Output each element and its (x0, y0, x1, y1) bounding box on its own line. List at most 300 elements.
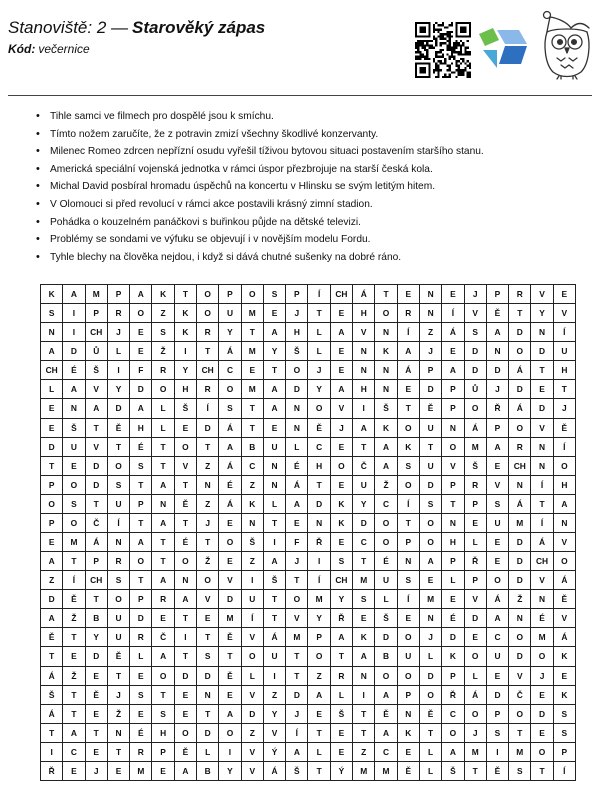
grid-cell: T (375, 285, 397, 304)
grid-cell: N (420, 304, 442, 323)
grid-cell: Ě (219, 628, 241, 647)
qr-module (467, 71, 469, 73)
qr-module (464, 69, 466, 71)
grid-cell: D (86, 476, 108, 495)
grid-cell: T (152, 552, 174, 571)
grid-cell: T (531, 361, 553, 380)
grid-cell: O (375, 514, 397, 533)
grid-cell: S (353, 590, 375, 609)
grid-cell: Í (197, 399, 219, 418)
qr-finder-center (419, 67, 426, 74)
qr-module (451, 51, 453, 53)
qr-module (460, 62, 462, 64)
grid-cell: V (242, 686, 264, 705)
qr-module (462, 74, 464, 76)
clue-item (30, 231, 590, 249)
grid-cell: L (242, 667, 264, 686)
grid-cell: S (41, 304, 63, 323)
qr-module (415, 44, 417, 46)
grid-cell: L (308, 342, 330, 361)
grid-cell: O (175, 724, 197, 743)
grid-cell: O (41, 495, 63, 514)
qr-module (455, 42, 457, 44)
logo-cyan-shape (483, 50, 497, 68)
grid-cell: Z (41, 571, 63, 590)
qr-module (453, 47, 455, 49)
grid-cell: Á (219, 495, 241, 514)
qr-module (460, 71, 462, 73)
grid-cell: N (108, 533, 130, 552)
clue-item (30, 249, 590, 267)
grid-cell: U (63, 438, 85, 457)
grid-cell: T (63, 686, 85, 705)
qr-module (469, 62, 471, 64)
grid-cell: N (152, 495, 174, 514)
grid-cell: J (554, 399, 576, 418)
grid-cell: Ě (308, 419, 330, 438)
qr-module (453, 49, 455, 51)
qr-module (455, 62, 457, 64)
grid-cell: E (242, 361, 264, 380)
grid-cell: O (554, 552, 576, 571)
grid-cell: Á (219, 457, 241, 476)
grid-cell: D (130, 609, 152, 628)
qr-module (453, 51, 455, 53)
grid-cell: N (375, 380, 397, 399)
grid-cell: Č (152, 628, 174, 647)
qr-module (446, 47, 448, 49)
grid-cell: Í (286, 724, 308, 743)
qr-module (458, 60, 460, 62)
grid-cell: A (219, 438, 241, 457)
qr-module (428, 40, 430, 42)
grid-cell: L (152, 419, 174, 438)
grid-cell: P (442, 476, 464, 495)
grid-cell: V (264, 724, 286, 743)
grid-cell: O (152, 667, 174, 686)
grid-cell: E (442, 342, 464, 361)
qr-module (440, 38, 442, 40)
grid-cell: K (175, 323, 197, 342)
grid-cell: Ž (63, 609, 85, 628)
grid-cell: Ž (375, 476, 397, 495)
grid-cell: E (286, 514, 308, 533)
qr-module (428, 44, 430, 46)
grid-cell: Á (442, 323, 464, 342)
grid-cell: D (509, 533, 531, 552)
grid-cell: Ě (398, 762, 420, 781)
qr-module (467, 40, 469, 42)
grid-cell: T (130, 476, 152, 495)
grid-cell: E (442, 285, 464, 304)
grid-cell: S (152, 323, 174, 342)
qr-module (417, 58, 419, 60)
grid-cell: CH (86, 323, 108, 342)
grid-cell: H (152, 724, 174, 743)
grid-cell: A (353, 419, 375, 438)
grid-cell: E (130, 705, 152, 724)
qr-module (469, 65, 471, 67)
grid-cell: T (175, 647, 197, 666)
grid-cell: U (108, 628, 130, 647)
qr-module (451, 71, 453, 73)
qr-module (435, 51, 437, 53)
grid-cell: N (41, 323, 63, 342)
grid-cell: T (41, 647, 63, 666)
grid-cell: E (331, 304, 353, 323)
grid-cell: D (420, 476, 442, 495)
grid-cell: C (375, 743, 397, 762)
qr-module (458, 74, 460, 76)
grid-cell: A (41, 609, 63, 628)
grid-cell: O (219, 380, 241, 399)
grid-cell: P (442, 667, 464, 686)
qr-module (446, 69, 448, 71)
grid-cell: A (41, 552, 63, 571)
bullet-icon: • (36, 197, 40, 210)
grid-cell: T (175, 285, 197, 304)
qr-module (442, 49, 444, 51)
header-divider (8, 95, 592, 96)
grid-cell: P (442, 380, 464, 399)
qr-module (451, 53, 453, 55)
grid-cell: Š (41, 686, 63, 705)
grid-cell: N (398, 705, 420, 724)
letter-grid (40, 284, 576, 781)
grid-cell: Á (264, 762, 286, 781)
qr-module (424, 44, 426, 46)
grid-cell: S (465, 323, 487, 342)
qr-module (446, 76, 448, 78)
grid-cell: D (509, 323, 531, 342)
qr-module (415, 47, 417, 49)
qr-module (437, 65, 439, 67)
grid-cell: O (465, 705, 487, 724)
qr-module (446, 40, 448, 42)
qr-module (469, 53, 471, 55)
grid-cell: D (531, 705, 553, 724)
grid-cell: Á (554, 571, 576, 590)
grid-cell: T (509, 304, 531, 323)
grid-cell: A (130, 399, 152, 418)
grid-cell: Ě (41, 628, 63, 647)
grid-cell: K (554, 647, 576, 666)
grid-cell: Y (308, 380, 330, 399)
grid-cell: O (375, 304, 397, 323)
grid-cell: Á (554, 628, 576, 647)
grid-cell: CH (197, 361, 219, 380)
grid-cell: A (442, 361, 464, 380)
qr-module (424, 56, 426, 58)
qr-module (428, 58, 430, 60)
grid-cell: U (353, 476, 375, 495)
qr-module (455, 65, 457, 67)
grid-cell: R (509, 285, 531, 304)
grid-cell: H (130, 419, 152, 438)
grid-cell: E (531, 686, 553, 705)
grid-cell: A (487, 323, 509, 342)
grid-cell: T (398, 514, 420, 533)
grid-cell: Z (308, 667, 330, 686)
grid-cell: E (331, 724, 353, 743)
grid-cell: Z (197, 457, 219, 476)
grid-cell: E (86, 743, 108, 762)
grid-cell: Í (531, 514, 553, 533)
qr-module (449, 42, 451, 44)
grid-cell: L (465, 667, 487, 686)
grid-cell: J (531, 667, 553, 686)
grid-cell: E (531, 724, 553, 743)
qr-module (464, 49, 466, 51)
grid-cell: J (465, 724, 487, 743)
qr-module (446, 44, 448, 46)
bullet-icon: • (36, 110, 40, 122)
qr-module (460, 69, 462, 71)
grid-cell: N (398, 552, 420, 571)
grid-cell: K (331, 495, 353, 514)
grid-cell: T (442, 495, 464, 514)
grid-cell: I (63, 323, 85, 342)
grid-cell: A (264, 323, 286, 342)
grid-cell: O (398, 476, 420, 495)
grid-cell: Í (398, 495, 420, 514)
grid-cell: Í (308, 285, 330, 304)
grid-cell: Š (442, 762, 464, 781)
grid-cell: D (108, 399, 130, 418)
qr-module (437, 51, 439, 53)
station-label: Stanoviště: 2 — (8, 18, 129, 37)
grid-cell: I (264, 533, 286, 552)
qr-module (417, 56, 419, 58)
grid-cell: Ř (41, 762, 63, 781)
grid-cell: A (308, 686, 330, 705)
grid-cell: A (375, 686, 397, 705)
grid-cell: B (86, 609, 108, 628)
grid-cell: O (442, 438, 464, 457)
grid-cell: P (554, 743, 576, 762)
grid-cell: T (264, 609, 286, 628)
grid-cell: V (465, 590, 487, 609)
grid-cell: V (487, 476, 509, 495)
grid-cell: E (264, 304, 286, 323)
qr-module (455, 47, 457, 49)
grid-cell: Í (63, 571, 85, 590)
grid-cell: D (86, 647, 108, 666)
grid-cell: Á (286, 476, 308, 495)
grid-cell: H (554, 476, 576, 495)
qr-module (449, 49, 451, 51)
grid-cell: Ě (487, 304, 509, 323)
grid-cell: Á (264, 628, 286, 647)
clue-item (30, 143, 590, 161)
qr-module (415, 51, 417, 53)
grid-cell: E (41, 399, 63, 418)
grid-cell: S (398, 457, 420, 476)
qr-module (458, 69, 460, 71)
grid-cell: E (398, 380, 420, 399)
grid-cell: C (353, 533, 375, 552)
logo-blue-shape (499, 46, 527, 64)
qr-module (444, 76, 446, 78)
grid-cell: P (465, 571, 487, 590)
qr-module (422, 40, 424, 42)
grid-cell: C (219, 361, 241, 380)
grid-cell: K (175, 304, 197, 323)
grid-cell: S (264, 285, 286, 304)
grid-cell: Y (108, 380, 130, 399)
qr-module (449, 56, 451, 58)
qr-module (440, 33, 442, 35)
grid-cell: I (108, 361, 130, 380)
qr-module (419, 51, 421, 53)
grid-cell: T (130, 571, 152, 590)
grid-cell: U (108, 609, 130, 628)
grid-cell: E (531, 380, 553, 399)
grid-cell: L (375, 590, 397, 609)
grid-cell: A (175, 590, 197, 609)
grid-cell: K (152, 285, 174, 304)
grid-cell: D (509, 552, 531, 571)
grid-cell: R (108, 304, 130, 323)
grid-cell: Z (242, 724, 264, 743)
qr-module (458, 65, 460, 67)
qr-module (426, 40, 428, 42)
qr-module (442, 35, 444, 37)
grid-cell: P (487, 705, 509, 724)
grid-cell: T (108, 667, 130, 686)
grid-cell: Í (398, 590, 420, 609)
code-label: Kód: (8, 42, 36, 56)
grid-cell: O (531, 647, 553, 666)
qr-module (449, 31, 451, 33)
grid-cell: Z (197, 495, 219, 514)
grid-cell: Z (353, 743, 375, 762)
grid-cell: O (509, 628, 531, 647)
grid-cell: C (242, 457, 264, 476)
grid-cell: P (86, 304, 108, 323)
grid-cell: Á (353, 285, 375, 304)
grid-cell: Á (398, 361, 420, 380)
grid-cell: R (197, 323, 219, 342)
grid-cell: E (175, 686, 197, 705)
grid-cell: O (175, 438, 197, 457)
qr-module (469, 67, 471, 69)
grid-cell: N (286, 419, 308, 438)
grid-cell: N (353, 342, 375, 361)
grid-cell: A (286, 743, 308, 762)
grid-cell: M (353, 762, 375, 781)
qr-module (440, 56, 442, 58)
grid-cell: D (286, 380, 308, 399)
grid-cell: M (308, 590, 330, 609)
grid-cell: P (487, 419, 509, 438)
grid-cell: E (219, 514, 241, 533)
grid-cell: M (130, 762, 152, 781)
qr-module (437, 60, 439, 62)
grid-cell: T (41, 724, 63, 743)
qr-module (415, 58, 417, 60)
qr-module (455, 69, 457, 71)
grid-cell: Ě (175, 743, 197, 762)
qr-module (469, 76, 471, 78)
grid-cell: Í (531, 476, 553, 495)
grid-cell: L (41, 380, 63, 399)
grid-cell: Č (86, 514, 108, 533)
grid-cell: D (130, 380, 152, 399)
clue-item (30, 126, 590, 144)
grid-cell: Á (509, 399, 531, 418)
qr-module (462, 69, 464, 71)
grid-cell: M (375, 762, 397, 781)
grid-cell: A (86, 399, 108, 418)
grid-cell: V (242, 762, 264, 781)
grid-cell: T (242, 419, 264, 438)
grid-cell: R (152, 590, 174, 609)
qr-module (435, 65, 437, 67)
grid-cell: I (242, 571, 264, 590)
grid-cell: E (219, 686, 241, 705)
grid-cell: A (152, 647, 174, 666)
qr-module (460, 49, 462, 51)
grid-cell: K (398, 438, 420, 457)
grid-cell: A (264, 552, 286, 571)
clue-item (30, 178, 590, 196)
grid-cell: O (465, 647, 487, 666)
grid-cell: T (308, 476, 330, 495)
qr-module (464, 62, 466, 64)
grid-cell: Ě (554, 590, 576, 609)
grid-cell: A (130, 285, 152, 304)
grid-cell: A (219, 705, 241, 724)
bullet-icon: • (36, 145, 40, 158)
grid-cell: Á (531, 533, 553, 552)
grid-cell: E (41, 533, 63, 552)
grid-cell: É (63, 361, 85, 380)
clue-text: Pohádka o kouzelném panáčkovi s buřinkou půjde na dětské televizi. (50, 216, 361, 228)
qr-module (455, 40, 457, 42)
grid-cell: A (264, 399, 286, 418)
qr-module (422, 42, 424, 44)
grid-cell: N (442, 514, 464, 533)
grid-cell: Č (509, 686, 531, 705)
qr-module (417, 44, 419, 46)
qr-module (460, 53, 462, 55)
grid-cell: P (442, 399, 464, 418)
grid-cell: J (420, 342, 442, 361)
qr-module (440, 44, 442, 46)
grid-cell: V (175, 457, 197, 476)
qr-module (435, 69, 437, 71)
grid-cell: T (197, 628, 219, 647)
grid-cell: K (442, 647, 464, 666)
grid-cell: Ě (554, 419, 576, 438)
qr-module (451, 24, 453, 26)
grid-cell: O (63, 476, 85, 495)
qr-module (444, 74, 446, 76)
grid-cell: T (353, 705, 375, 724)
grid-cell: T (175, 514, 197, 533)
grid-cell: V (219, 571, 241, 590)
grid-cell: I (175, 342, 197, 361)
qr-module (446, 26, 448, 28)
grid-cell: U (398, 647, 420, 666)
grid-cell: M (86, 285, 108, 304)
grid-cell: Č (353, 457, 375, 476)
qr-module (424, 40, 426, 42)
grid-cell: K (41, 285, 63, 304)
grid-cell: CH (509, 457, 531, 476)
grid-cell: O (308, 399, 330, 418)
